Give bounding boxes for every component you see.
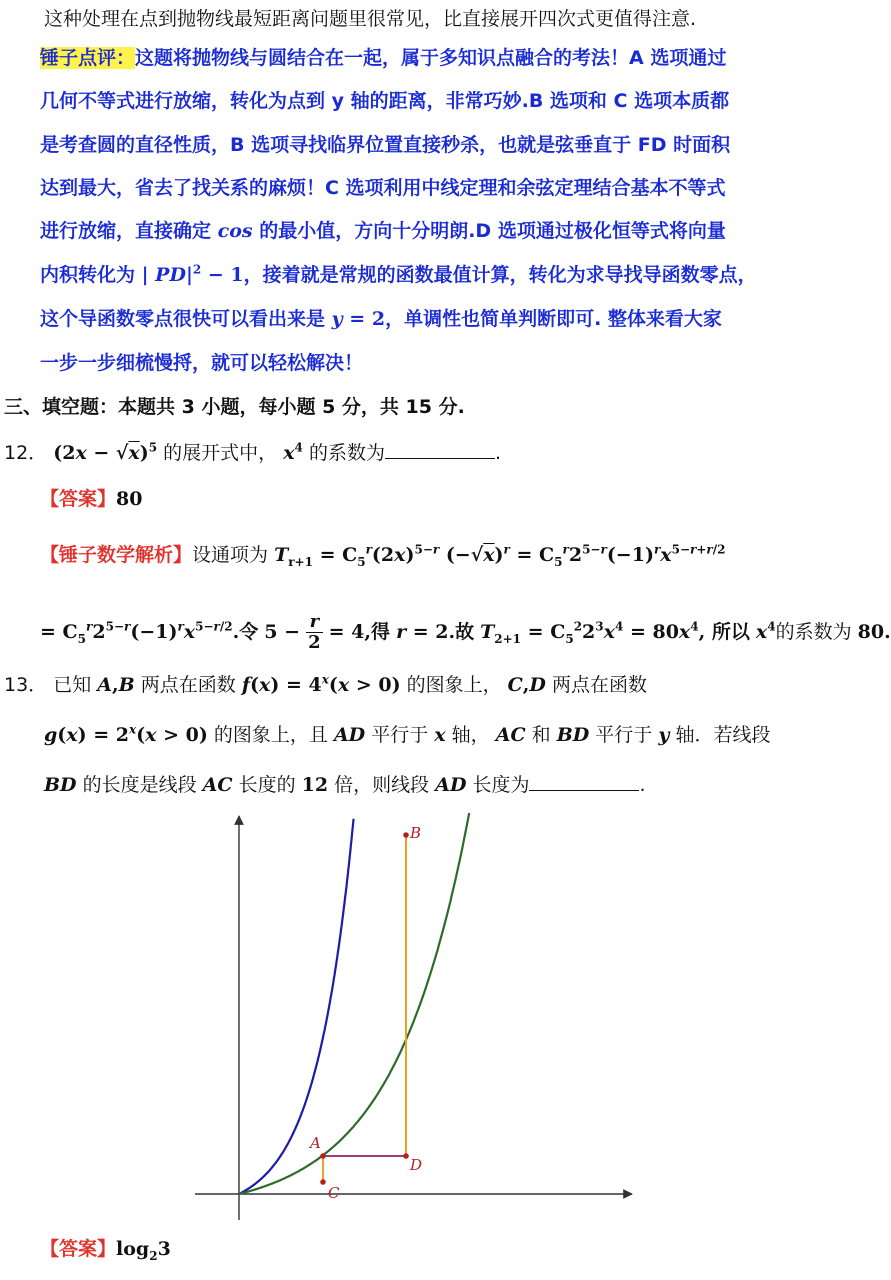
point-a [320, 1153, 326, 1159]
answer-blank-12[interactable] [385, 440, 495, 459]
point-c [320, 1179, 326, 1185]
point-b [403, 832, 409, 838]
analysis-12-line2: = $C_5^r2^{5-r}(-1)^rx^{5-r/2}$.令 5 − $\frac{r}{2}$ = 4,得 r = 2.故 $T_{2+1} = C_5^22^3x^4 = 80x^4$, 所以 $x^4$的系数为 80. [40, 611, 891, 653]
formula-general-term: $T_{r+1} = C_5^r(2x)^{5-r}$ $(-√x)^r = C_5^r2^{5-r}(-1)^rx^{5-r+r/2}$ [274, 542, 726, 569]
answer-blank-13[interactable] [529, 772, 639, 791]
point-d [403, 1153, 409, 1159]
label-b: B [410, 824, 422, 842]
answer-12: 【答案】80 [40, 488, 143, 510]
formula-pd: | $PD|^2 - 1$ [141, 262, 244, 286]
question-13-line1: 13． 已知 A,B 两点在函数 $f(x) = 4^x(x > 0)$ 的图象上， C,D 两点在函数 [4, 672, 647, 696]
question-12: 12． $(2x - √x)^5$ 的展开式中， $x^4$ 的系数为 . [4, 440, 502, 464]
intro-line: 这种处理在点到抛物线最短距离问题里很常见，比直接展开四次式更值得注意. [44, 8, 697, 30]
q12-expression: $(2x - √x)^5$ [53, 440, 158, 464]
analysis-12-line1: 【锤子数学解析】设通项为 $T_{r+1} = C_5^r(2x)^{5-r}$ $(-√x)^r = C_5^r2^{5-r}(-1)^rx^{5-r+r/2}$ [40, 542, 726, 569]
commentary-label: 锤子点评： [40, 47, 136, 69]
question-13-line2: $g(x) = 2^x(x > 0)$ 的图象上，且 AD 平行于 x 轴， AC 和 BD 平行于 y 轴．若线段 [44, 722, 771, 746]
label-c: C [328, 1184, 340, 1202]
label-a: A [310, 1134, 321, 1152]
function-graph [0, 810, 829, 1230]
curve-f [239, 819, 354, 1194]
question-13-line3: BD 的长度是线段 AC 长度的 12 倍，则线段 AD 长度为 . [44, 774, 646, 796]
curve-g [239, 813, 469, 1194]
label-d: D [410, 1156, 423, 1174]
section-title: 三、填空题：本题共 3 小题，每小题 5 分，共 15 分. [4, 396, 465, 418]
answer-13: 【答案】$\log_23$ [40, 1238, 171, 1263]
formula-y2: y = 2 [331, 308, 386, 330]
